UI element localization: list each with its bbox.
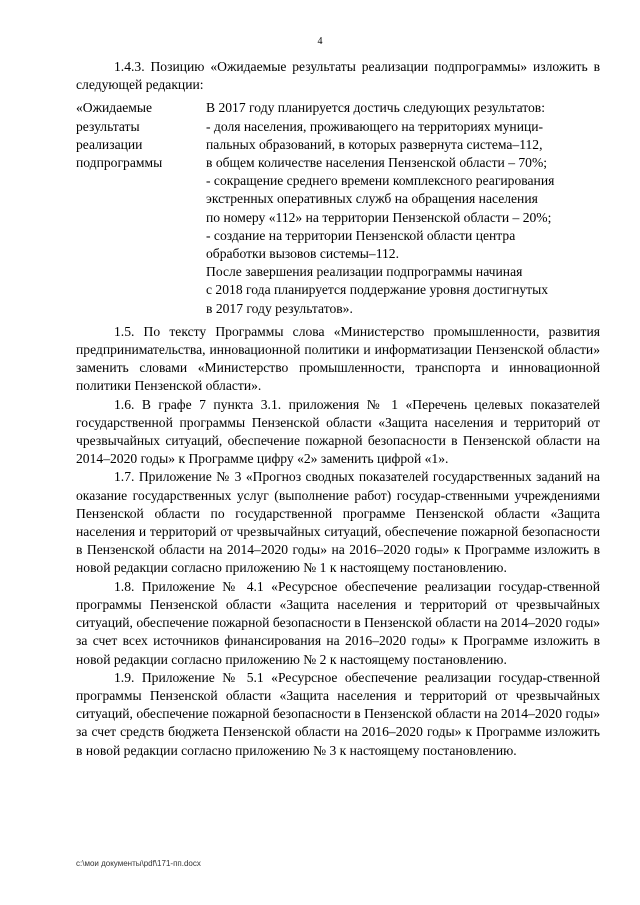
position-label: [76, 99, 206, 317]
position-value-line: пальных образований, в которых развернута система–112,: [206, 136, 543, 152]
position-value-line: - сокращение среднего времени комплексного реагирования: [206, 173, 555, 189]
position-value-line: обработки вызовов системы–112.: [206, 246, 400, 262]
paragraph-1-5: 1.5. По тексту Программы слова «Министерство промышленности, развития предпринимательства, инновационной политики и информатизации Пензенской области» заменить словами «Министерство промышленности, транспорта и инновационной политики Пензенской области».: [76, 323, 600, 394]
document-body: [76, 58, 600, 760]
position-value: [206, 99, 600, 317]
footer-file-path: c:\мои документы\pdf\171-пп.docx: [76, 859, 201, 868]
position-label-line: реализации: [76, 136, 143, 152]
position-value-line: по номеру «112» на территории Пензенской области – 20%;: [206, 209, 552, 225]
paragraph-1-8: 1.8. Приложение № 4.1 «Ресурсное обеспечение реализации государ-ственной программы Пензенской области «Защита населения и территорий от чрезвычайных ситуаций, обеспечение пожарной безопасности в Пензенской области на 2014–2020 годы» за счет всех источников финансирования на 2016–2020 годы» к Программе изложить в новой редакции согласно приложению № 2 к настоящему постановлению.: [76, 578, 600, 667]
position-value-line: в 2017 году результатов».: [206, 300, 353, 316]
paragraph-1-9: 1.9. Приложение № 5.1 «Ресурсное обеспечение реализации государ-ственной программы Пензенской области «Защита населения и территорий от чрезвычайных ситуаций, обеспечение пожарной безопасности в Пензенской области на 2014–2020 годы» за счет средств бюджета Пензенской области на 2016–2020 годы» к Программе изложить в новой редакции согласно приложению № 3 к настоящему постановлению.: [76, 669, 600, 758]
position-value-line: После завершения реализации подпрограммы начиная: [206, 264, 523, 280]
position-label-line: подпрограммы: [76, 155, 163, 171]
position-value-line: экстренных оперативных служб на обращения населения: [206, 191, 538, 207]
position-value-line: - создание на территории Пензенской области центра: [206, 227, 516, 243]
paragraph-1-4-3: 1.4.3. Позицию «Ожидаемые результаты реализации подпрограммы» изложить в следующей редакции:: [76, 59, 600, 93]
page-number: 4: [317, 36, 323, 47]
position-value-line: с 2018 года планируется поддержание уровня достигнутых: [206, 282, 549, 298]
position-label-line: результаты: [76, 118, 140, 134]
position-value-line: в общем количестве населения Пензенской области – 70%;: [206, 155, 548, 171]
position-label-line: «Ожидаемые: [76, 100, 153, 116]
position-table: [76, 99, 600, 317]
paragraph-1-7: 1.7. Приложение № 3 «Прогноз сводных показателей государственных заданий на оказание государственных услуг (выполнение работ) государ-ственными учреждениями Пензенской области по государственной программе Пензенской области «Защита населения и территорий от чрезвычайных ситуаций, обеспечение пожарной безопасности в Пензенской области на 2014–2020 годы» на 2016–2020 годы» к Программе изложить в новой редакции согласно приложению № 1 к настоящему постановлению.: [76, 469, 600, 576]
position-value-line: В 2017 году планируется достичь следующих результатов:: [206, 100, 546, 116]
paragraph-1-6: 1.6. В графе 7 пункта 3.1. приложения № 1 «Перечень целевых показателей государственной программы Пензенской области «Защита населения и территорий от чрезвычайных ситуаций, обеспечение пожарной безопасности в Пензенской области на 2014–2020 годы» к Программе цифру «2» заменить цифрой «1».: [76, 396, 600, 467]
position-value-line: - доля населения, проживающего на территориях муници-: [206, 118, 544, 134]
